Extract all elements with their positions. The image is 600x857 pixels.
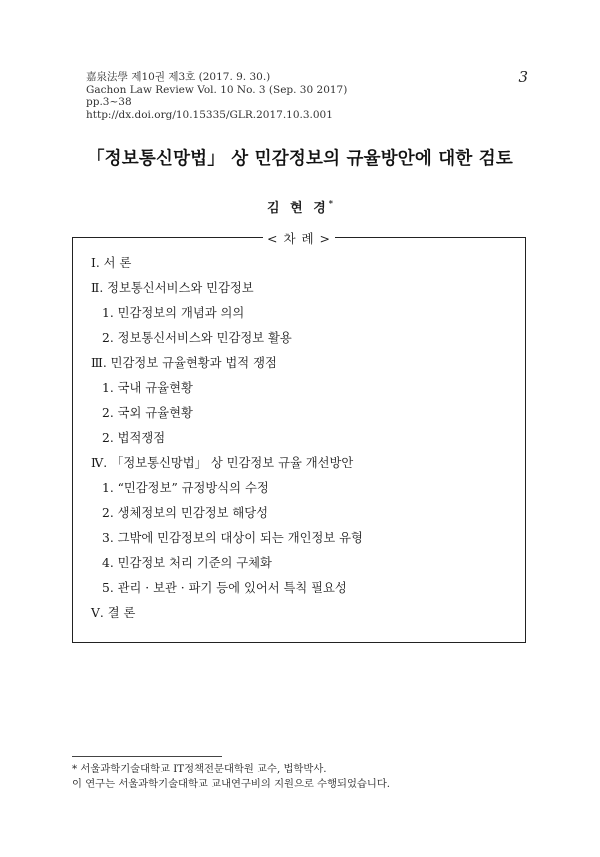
toc-heading-right-bracket: > — [319, 231, 332, 246]
toc-item[interactable]: Ⅱ. 정보통신서비스와 민감정보 — [91, 281, 254, 295]
footnote-author-affiliation: * 서울과학기술대학교 IT정책전문대학원 교수, 법학박사. — [72, 763, 327, 775]
toc-heading — [73, 228, 525, 248]
journal-title-english: Gachon Law Review Vol. 10 No. 3 (Sep. 30 2017) — [86, 83, 348, 96]
toc-item[interactable]: 4. 민감정보 처리 기준의 구체화 — [102, 556, 272, 570]
toc-item[interactable]: 1. 민감정보의 개념과 의의 — [102, 306, 245, 320]
journal-header — [86, 71, 347, 121]
toc-item[interactable]: 2. 정보통신서비스와 민감정보 활용 — [102, 331, 292, 345]
toc-item[interactable]: Ⅴ. 결 론 — [91, 606, 136, 620]
doi-link[interactable]: http://dx.doi.org/10.15335/GLR.2017.10.3.001 — [86, 108, 333, 121]
toc-item[interactable]: Ⅳ. 「정보통신망법」 상 민감정보 규율 개선방안 — [91, 456, 354, 470]
toc-item[interactable]: 1. 국내 규율현황 — [102, 381, 193, 395]
journal-title-korean: 嘉泉法學 제10권 제3호 (2017. 9. 30.) — [86, 71, 271, 83]
toc-heading-text: 차 례 — [283, 231, 315, 246]
table-of-contents — [72, 231, 526, 643]
footnote-divider — [72, 756, 222, 757]
author-footnote-mark: * — [328, 198, 333, 208]
footnote — [72, 762, 390, 792]
toc-item[interactable]: 2. 국외 규율현황 — [102, 406, 193, 420]
toc-item[interactable]: 2. 법적쟁점 — [102, 431, 166, 445]
article-title: 「정보통신망법」 상 민감정보의 규율방안에 대한 검토 — [86, 149, 514, 169]
footnote-funding: 이 연구는 서울과학기술대학교 교내연구비의 지원으로 수행되었습니다. — [72, 778, 391, 790]
page-range: pp.3~38 — [86, 96, 132, 108]
page-number: 3 — [518, 68, 528, 86]
toc-heading-left-bracket: < — [266, 231, 279, 246]
toc-item[interactable]: 3. 그밖에 민감정보의 대상이 되는 개인정보 유형 — [102, 531, 363, 545]
toc-item[interactable]: Ⅰ. 서 론 — [91, 256, 132, 270]
toc-item[interactable]: 5. 관리 · 보관 · 파기 등에 있어서 특칙 필요성 — [102, 581, 347, 595]
toc-item[interactable]: 1. “민감정보” 규정방식의 수정 — [102, 481, 269, 495]
author-name: 김 현 경 — [267, 201, 329, 216]
toc-list — [91, 254, 363, 629]
toc-item[interactable]: 2. 생체정보의 민감정보 해당성 — [102, 506, 269, 520]
author-line — [0, 197, 600, 216]
toc-item[interactable]: Ⅲ. 민감정보 규율현황과 법적 쟁점 — [91, 356, 277, 370]
